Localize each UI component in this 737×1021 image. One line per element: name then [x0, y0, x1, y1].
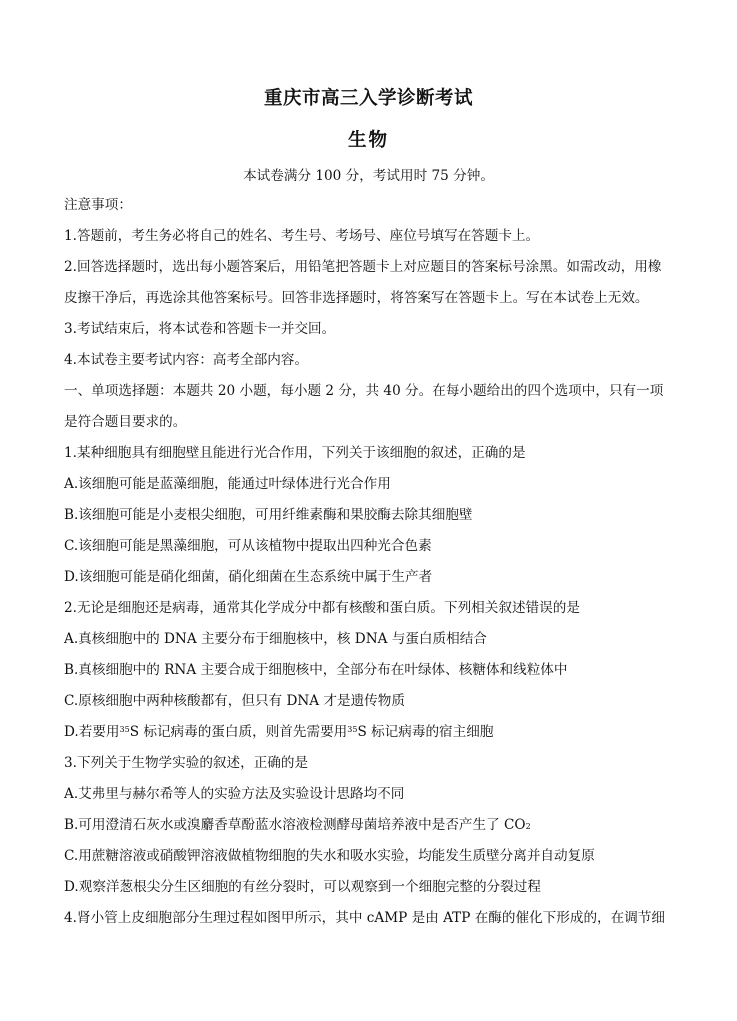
q1-option-a: A.该细胞可能是蓝藻细胞，能通过叶绿体进行光合作用: [64, 476, 391, 492]
note-4: 4.本试卷主要考试内容：高考全部内容。: [64, 352, 309, 368]
co2-subscript: 2: [525, 822, 531, 831]
q1-option-c: C.该细胞可能是黑藻细胞，可从该植物中提取出四种光合色素: [64, 538, 432, 554]
q3-option-a: A.艾弗里与赫尔希等人的实验方法及实验设计思路均不同: [64, 786, 405, 802]
isotope-mass-number: 35: [119, 725, 130, 734]
q4-stem: 4.肾小管上皮细胞部分生理过程如图甲所示，其中 cAMP 是由 ATP 在酶的催化下形成的，在调节细: [64, 910, 666, 926]
q2-option-a: A.真核细胞中的 DNA 主要分布于细胞核中，核 DNA 与蛋白质相结合: [64, 631, 487, 647]
notes-heading: 注意事项：: [64, 197, 132, 213]
q1-option-b: B.该细胞可能是小麦根尖细胞，可用纤维素酶和果胶酶去除其细胞壁: [64, 507, 473, 523]
q2-option-d-part-1: D.若要用: [64, 724, 120, 740]
q2-option-d-part-2: S 标记病毒的蛋白质，则首先需要用: [129, 724, 348, 740]
q2-option-b: B.真核细胞中的 RNA 主要合成于细胞核中，全部分布在叶绿体、核糖体和线粒体中: [64, 662, 568, 678]
exam-title: 重庆市高三入学诊断考试: [263, 88, 473, 109]
q1-option-d: D.该细胞可能是硝化细菌，硝化细菌在生态系统中属于生产者: [64, 569, 433, 585]
isotope-mass-number: 35: [347, 725, 358, 734]
q2-option-d-part-3: S 标记病毒的宿主细胞: [357, 724, 494, 740]
section-heading-line-2: 是符合题目要求的。: [64, 414, 187, 430]
note-3: 3.考试结束后，将本试卷和答题卡一并交回。: [64, 321, 336, 337]
note-2-line-1: 2.回答选择题时，选出每小题答案后，用铅笔把答题卡上对应题目的答案标号涂黑。如需改动，用橡: [64, 259, 662, 275]
q3-option-d: D.观察洋葱根尖分生区细胞的有丝分裂时，可以观察到一个细胞完整的分裂过程: [64, 879, 541, 895]
q2-option-d: [64, 723, 493, 741]
q3-option-c: C.用蔗糖溶液或硝酸钾溶液做植物细胞的失水和吸水实验，均能发生质壁分离并自动复原: [64, 848, 595, 864]
section-heading-line-1: 一、单项选择题：本题共 20 小题，每小题 2 分，共 40 分。在每小题给出的四个选项中，只有一项: [64, 383, 664, 399]
subject-title: 生物: [347, 130, 389, 151]
q2-stem: 2.无论是细胞还是病毒，通常其化学成分中都有核酸和蛋白质。下列相关叙述错误的是: [64, 600, 580, 616]
exam-meta: 本试卷满分 100 分，考试用时 75 分钟。: [243, 168, 494, 184]
note-1: 1.答题前，考生务必将自己的姓名、考生号、考场号、座位号填写在答题卡上。: [64, 228, 540, 244]
note-2-line-2: 皮擦干净后，再选涂其他答案标号。回答非选择题时，将答案写在答题卡上。写在本试卷上无效。: [64, 290, 649, 306]
q3-stem: 3.下列关于生物学实验的叙述，正确的是: [64, 755, 309, 771]
q3-option-b: [64, 816, 531, 834]
q2-option-c: C.原核细胞中两种核酸都有，但只有 DNA 才是遗传物质: [64, 693, 405, 709]
q1-stem: 1.某种细胞具有细胞壁且能进行光合作用，下列关于该细胞的叙述，正确的是: [64, 445, 526, 461]
q3-option-b-text: B.可用澄清石灰水或溴麝香草酚蓝水溶液检测酵母菌培养液中是否产生了 CO: [64, 817, 526, 833]
